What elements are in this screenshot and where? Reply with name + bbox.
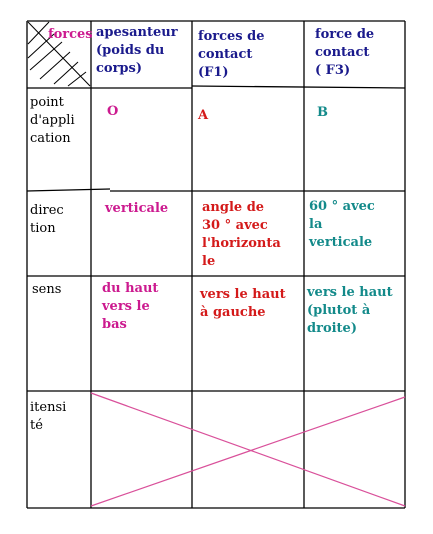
point-col1: O — [107, 104, 119, 119]
direction-col2: angle de 30 ° avec l'horizonta le — [202, 200, 281, 269]
header-col-contact-f1: forces de contact (F1) — [198, 29, 265, 80]
sens-col1: du haut vers le bas — [102, 281, 159, 332]
sens-col3: vers le haut (plutot à droite) — [307, 285, 393, 336]
row-line-2a — [27, 189, 110, 191]
row-label-intensite: itensi té — [30, 400, 67, 433]
row-line-1b — [192, 86, 405, 88]
header-corner-label: forces — [48, 27, 93, 42]
row-label-point: point d'appli cation — [30, 95, 75, 146]
point-col3: B — [317, 105, 328, 120]
header-col-apesanteur: apesanteur (poids du corps) — [96, 25, 178, 76]
sens-col2: vers le haut à gauche — [200, 287, 286, 320]
point-col2: A — [198, 108, 209, 123]
header-col-contact-f3: force de contact ( F3) — [315, 27, 375, 78]
direction-col1: verticale — [105, 201, 169, 216]
row-label-direction: direc tion — [30, 203, 64, 236]
row-label-sens: sens — [32, 282, 62, 297]
direction-col3: 60 ° avec la verticale — [309, 199, 375, 250]
